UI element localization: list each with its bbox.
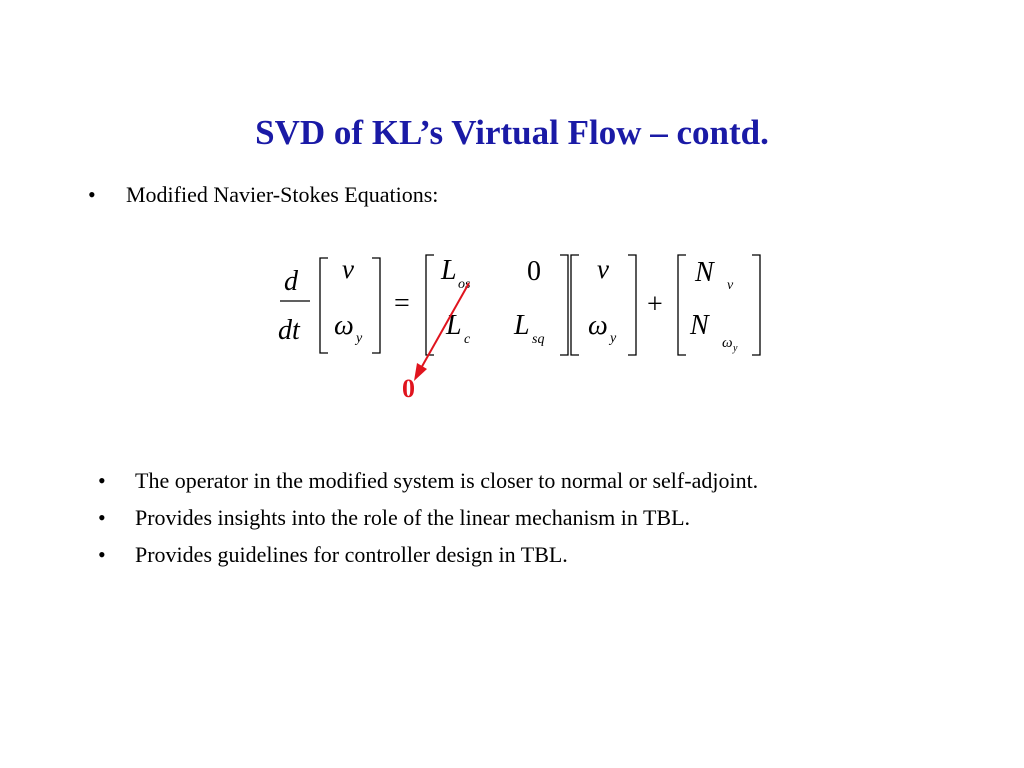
eq-bracket-right-4 [752,255,760,355]
annotation-arrow-line [420,283,469,370]
eq-sub-y-1: y [356,331,363,346]
eq-bracket-right-1 [372,258,380,353]
eq-L-os: L [441,255,457,286]
eq-d: d [284,266,298,297]
eq-bracket-left-2 [426,255,434,355]
eq-bracket-right-2 [560,255,568,355]
bullet-marker: • [98,505,106,530]
eq-N-v: N [695,257,714,288]
slide-title: SVD of KL’s Virtual Flow – contd. [255,113,769,152]
bullet-item [98,539,878,570]
eq-sub-os: os [458,277,471,292]
eq-sub-omega: ω [722,335,733,351]
annotation-arrowhead [414,363,427,381]
eq-omega-2: ω [588,310,608,341]
eq-omega-1: ω [334,310,354,341]
eq-sub-sub-y: y [733,343,738,354]
intro-text: Modified Navier-Stokes Equations: [126,182,439,207]
eq-v-1: v [342,254,354,284]
bullet-text: Provides guidelines for controller design in TBL. [135,542,568,567]
eq-bracket-left-3 [571,255,579,355]
bullet-text: The operator in the modified system is closer to normal or self-adjoint. [135,468,759,493]
bullet-marker: • [88,182,96,207]
eq-equals: = [394,288,410,319]
eq-bracket-left-4 [678,255,686,355]
eq-sub-y-2: y [610,331,617,346]
eq-sub-sq: sq [532,332,545,347]
eq-plus: + [647,289,663,320]
bullet-marker: • [98,468,106,493]
eq-L-c: L [446,310,462,341]
eq-sub-c: c [464,332,471,347]
eq-L-sq: L [514,310,530,341]
eq-sub-v: v [727,278,734,293]
eq-bracket-left-1 [320,258,328,353]
bullet-text: Provides insights into the role of the linear mechanism in TBL. [135,505,691,530]
eq-dt: dt [278,315,300,346]
eq-zero-entry: 0 [527,256,541,287]
annotation-zero: 0 [402,374,415,403]
bullet-item [98,502,878,533]
eq-v-2: v [597,254,609,284]
eq-bracket-right-3 [628,255,636,355]
bullet-item [98,465,878,496]
eq-N-omega: N [690,310,709,341]
bullet-list [98,465,878,576]
bullet-marker: • [98,542,106,567]
